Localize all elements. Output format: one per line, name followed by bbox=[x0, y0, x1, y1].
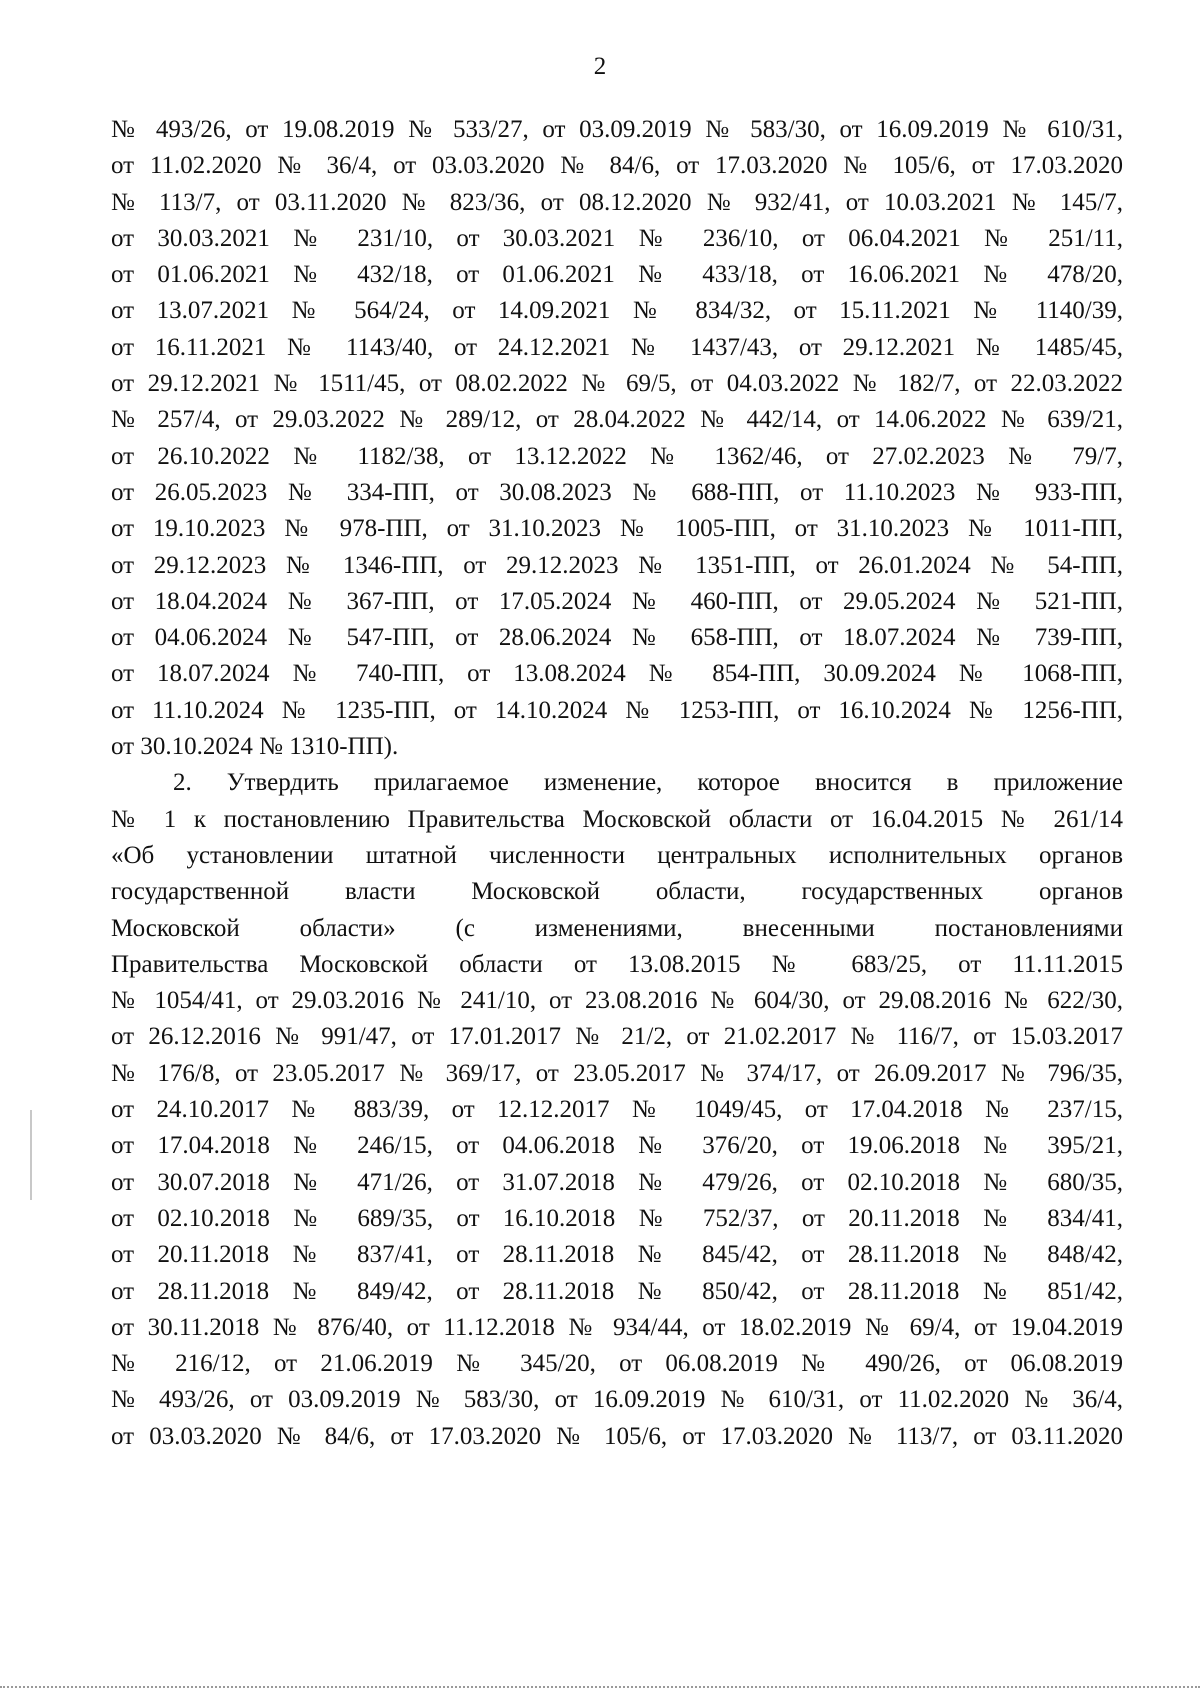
text-line: «Об установлении штатной численности центральных исполнительных органов bbox=[111, 841, 1123, 869]
text-line: от 01.06.2021 № 432/18, от 01.06.2021 № 433/18, от 16.06.2021 № 478/20, bbox=[111, 261, 1123, 289]
text-line: от 16.11.2021 № 1143/40, от 24.12.2021 № 1437/43, от 29.12.2021 № 1485/45, bbox=[111, 333, 1123, 361]
text-line: 2. Утвердить прилагаемое изменение, которое вносится в приложение bbox=[173, 769, 1123, 797]
text-line: от 30.07.2018 № 471/26, от 31.07.2018 № 479/26, от 02.10.2018 № 680/35, bbox=[111, 1168, 1123, 1196]
text-line: № 493/26, от 19.08.2019 № 533/27, от 03.09.2019 № 583/30, от 16.09.2019 № 610/31, bbox=[111, 116, 1123, 143]
text-line: от 13.07.2021 № 564/24, от 14.09.2021 № 834/32, от 15.11.2021 № 1140/39, bbox=[111, 297, 1123, 325]
text-line: № 1054/41, от 29.03.2016 № 241/10, от 23.08.2016 № 604/30, от 29.08.2016 № 622/30, bbox=[111, 987, 1123, 1015]
text-line: от 29.12.2021 № 1511/45, от 08.02.2022 № 69/5, от 04.03.2022 № 182/7, от 22.03.2022 bbox=[111, 370, 1123, 398]
text-line: Московской области» (с изменениями, внесенными постановлениями bbox=[111, 914, 1123, 942]
text-line: № 257/4, от 29.03.2022 № 289/12, от 28.04.2022 № 442/14, от 14.06.2022 № 639/21, bbox=[111, 406, 1123, 434]
document-body bbox=[111, 112, 1123, 1455]
text-line: № 493/26, от 03.09.2019 № 583/30, от 16.09.2019 № 610/31, от 11.02.2020 № 36/4, bbox=[111, 1386, 1123, 1414]
text-line: от 30.11.2018 № 876/40, от 11.12.2018 № 934/44, от 18.02.2019 № 69/4, от 19.04.2019 bbox=[111, 1313, 1123, 1341]
text-line: от 24.10.2017 № 883/39, от 12.12.2017 № 1049/45, от 17.04.2018 № 237/15, bbox=[111, 1096, 1123, 1124]
scan-bottom-edge bbox=[0, 1686, 1200, 1688]
text-line: от 19.10.2023 № 978-ПП, от 31.10.2023 № 1005-ПП, от 31.10.2023 № 1011-ПП, bbox=[111, 515, 1123, 543]
text-line: от 02.10.2018 № 689/35, от 16.10.2018 № 752/37, от 20.11.2018 № 834/41, bbox=[111, 1204, 1123, 1232]
text-line: от 29.12.2023 № 1346-ПП, от 29.12.2023 № 1351-ПП, от 26.01.2024 № 54-ПП, bbox=[111, 551, 1123, 579]
text-line: от 18.04.2024 № 367-ПП, от 17.05.2024 № 460-ПП, от 29.05.2024 № 521-ПП, bbox=[111, 587, 1123, 615]
text-line: № 216/12, от 21.06.2019 № 345/20, от 06.08.2019 № 490/26, от 06.08.2019 bbox=[111, 1350, 1123, 1378]
text-line: от 11.10.2024 № 1235-ПП, от 14.10.2024 № 1253-ПП, от 16.10.2024 № 1256-ПП, bbox=[111, 696, 1123, 724]
text-line: государственной власти Московской области, государственных органов bbox=[111, 878, 1123, 906]
text-line: от 28.11.2018 № 849/42, от 28.11.2018 № 850/42, от 28.11.2018 № 851/42, bbox=[111, 1277, 1123, 1305]
continuation-paragraph bbox=[111, 112, 1123, 765]
text-line: от 20.11.2018 № 837/41, от 28.11.2018 № 845/42, от 28.11.2018 № 848/42, bbox=[111, 1241, 1123, 1269]
text-line: № 176/8, от 23.05.2017 № 369/17, от 23.05.2017 № 374/17, от 26.09.2017 № 796/35, bbox=[111, 1059, 1123, 1087]
text-line: Правительства Московской области от 13.08.2015 № 683/25, от 11.11.2015 bbox=[111, 950, 1123, 978]
text-line: от 18.07.2024 № 740-ПП, от 13.08.2024 № 854-ПП, 30.09.2024 № 1068-ПП, bbox=[111, 660, 1123, 688]
text-line: от 26.12.2016 № 991/47, от 17.01.2017 № 21/2, от 21.02.2017 № 116/7, от 15.03.2017 bbox=[111, 1023, 1123, 1051]
text-line: № 1 к постановлению Правительства Московской области от 16.04.2015 № 261/14 bbox=[111, 805, 1123, 833]
text-line: от 17.04.2018 № 246/15, от 04.06.2018 № 376/20, от 19.06.2018 № 395/21, bbox=[111, 1132, 1123, 1160]
item-2-paragraph bbox=[111, 765, 1123, 1455]
scan-margin-mark bbox=[30, 1110, 32, 1200]
text-line: от 03.03.2020 № 84/6, от 17.03.2020 № 105/6, от 17.03.2020 № 113/7, от 03.11.2020 bbox=[111, 1422, 1123, 1450]
text-line: от 30.10.2024 № 1310-ПП). bbox=[111, 733, 399, 761]
text-line: № 113/7, от 03.11.2020 № 823/36, от 08.12.2020 № 932/41, от 10.03.2021 № 145/7, bbox=[111, 188, 1123, 216]
page-number: 2 bbox=[593, 53, 607, 80]
text-line: от 04.06.2024 № 547-ПП, от 28.06.2024 № 658-ПП, от 18.07.2024 № 739-ПП, bbox=[111, 624, 1123, 652]
text-line: от 26.05.2023 № 334-ПП, от 30.08.2023 № 688-ПП, от 11.10.2023 № 933-ПП, bbox=[111, 478, 1123, 506]
text-line: от 30.03.2021 № 231/10, от 30.03.2021 № 236/10, от 06.04.2021 № 251/11, bbox=[111, 224, 1123, 252]
text-line: от 26.10.2022 № 1182/38, от 13.12.2022 № 1362/46, от 27.02.2023 № 79/7, bbox=[111, 442, 1123, 470]
text-line: от 11.02.2020 № 36/4, от 03.03.2020 № 84/6, от 17.03.2020 № 105/6, от 17.03.2020 bbox=[111, 152, 1123, 180]
